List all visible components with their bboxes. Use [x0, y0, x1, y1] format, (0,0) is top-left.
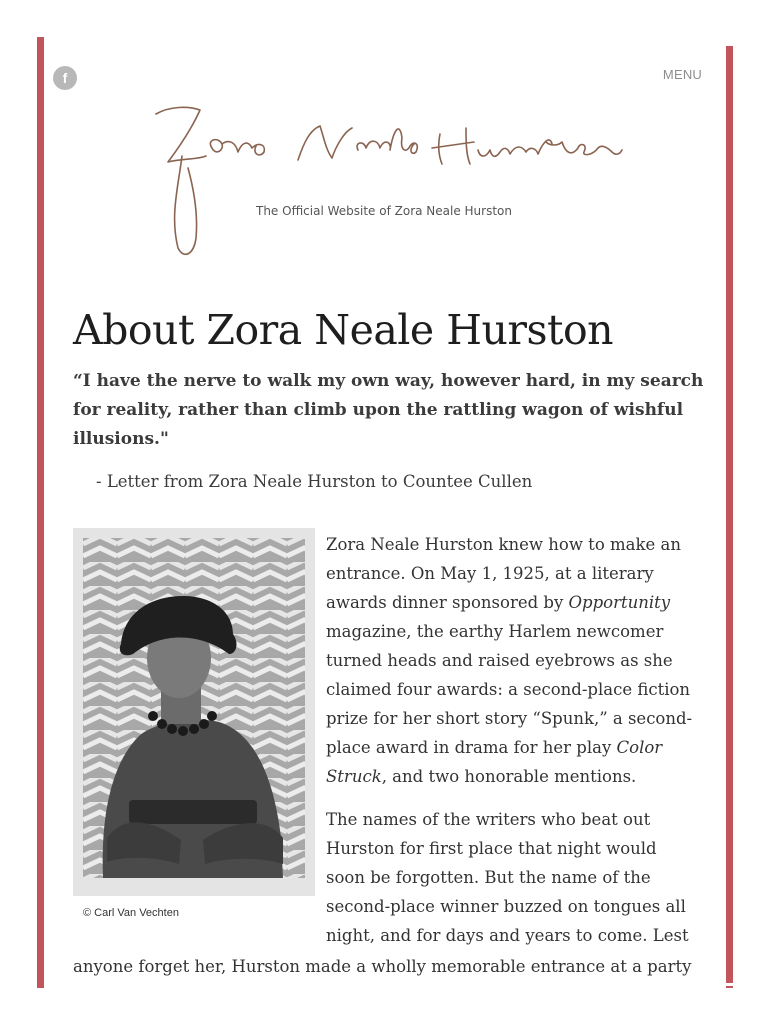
portrait-figure [73, 528, 315, 896]
facebook-icon[interactable]: f [53, 66, 77, 90]
paragraph-continuation: anyone forget her, Hurston made a wholly memorable entrance at a party [73, 957, 692, 976]
photo-caption: © Carl Van Vechten [83, 907, 179, 919]
quote-attribution: - Letter from Zora Neale Hurston to Countee Cullen [96, 472, 533, 491]
signature-logo[interactable] [148, 98, 623, 263]
magazine-title: Opportunity [568, 593, 671, 612]
featured-quote: “I have the nerve to walk my own way, however hard, in my search for reality, rather than climb upon the rattling wagon of wishful illusions." [73, 371, 704, 449]
paragraph: The names of the writers who beat out Hurston for first place that night would soon be forgotten. But the name of the second-place winner buzzed on tongues all night, and for days and years to come. Lest [326, 810, 689, 945]
page-title: About Zora Neale Hurston [73, 306, 614, 354]
article-body [326, 530, 698, 950]
menu-button[interactable]: MENU [662, 67, 702, 82]
right-border-bar [726, 46, 733, 983]
right-border-tick [726, 986, 733, 988]
portrait-photo[interactable] [83, 538, 305, 878]
paragraph: Zora Neale Hurston knew how to make an entrance. On May 1, 1925, at a literary awards dinner sponsored by Opportunity magazine, the earthy Harlem newcomer turned heads and raised eyebrows as she claimed four awards: a second-place fiction prize for her short story “Spunk,” a second-place award in drama for her play Color Struck, and two honorable mentions. [326, 535, 693, 786]
left-border-bar [37, 37, 44, 988]
site-tagline: The Official Website of Zora Neale Hurston [255, 204, 513, 218]
play-title: Color Struck [326, 738, 663, 786]
